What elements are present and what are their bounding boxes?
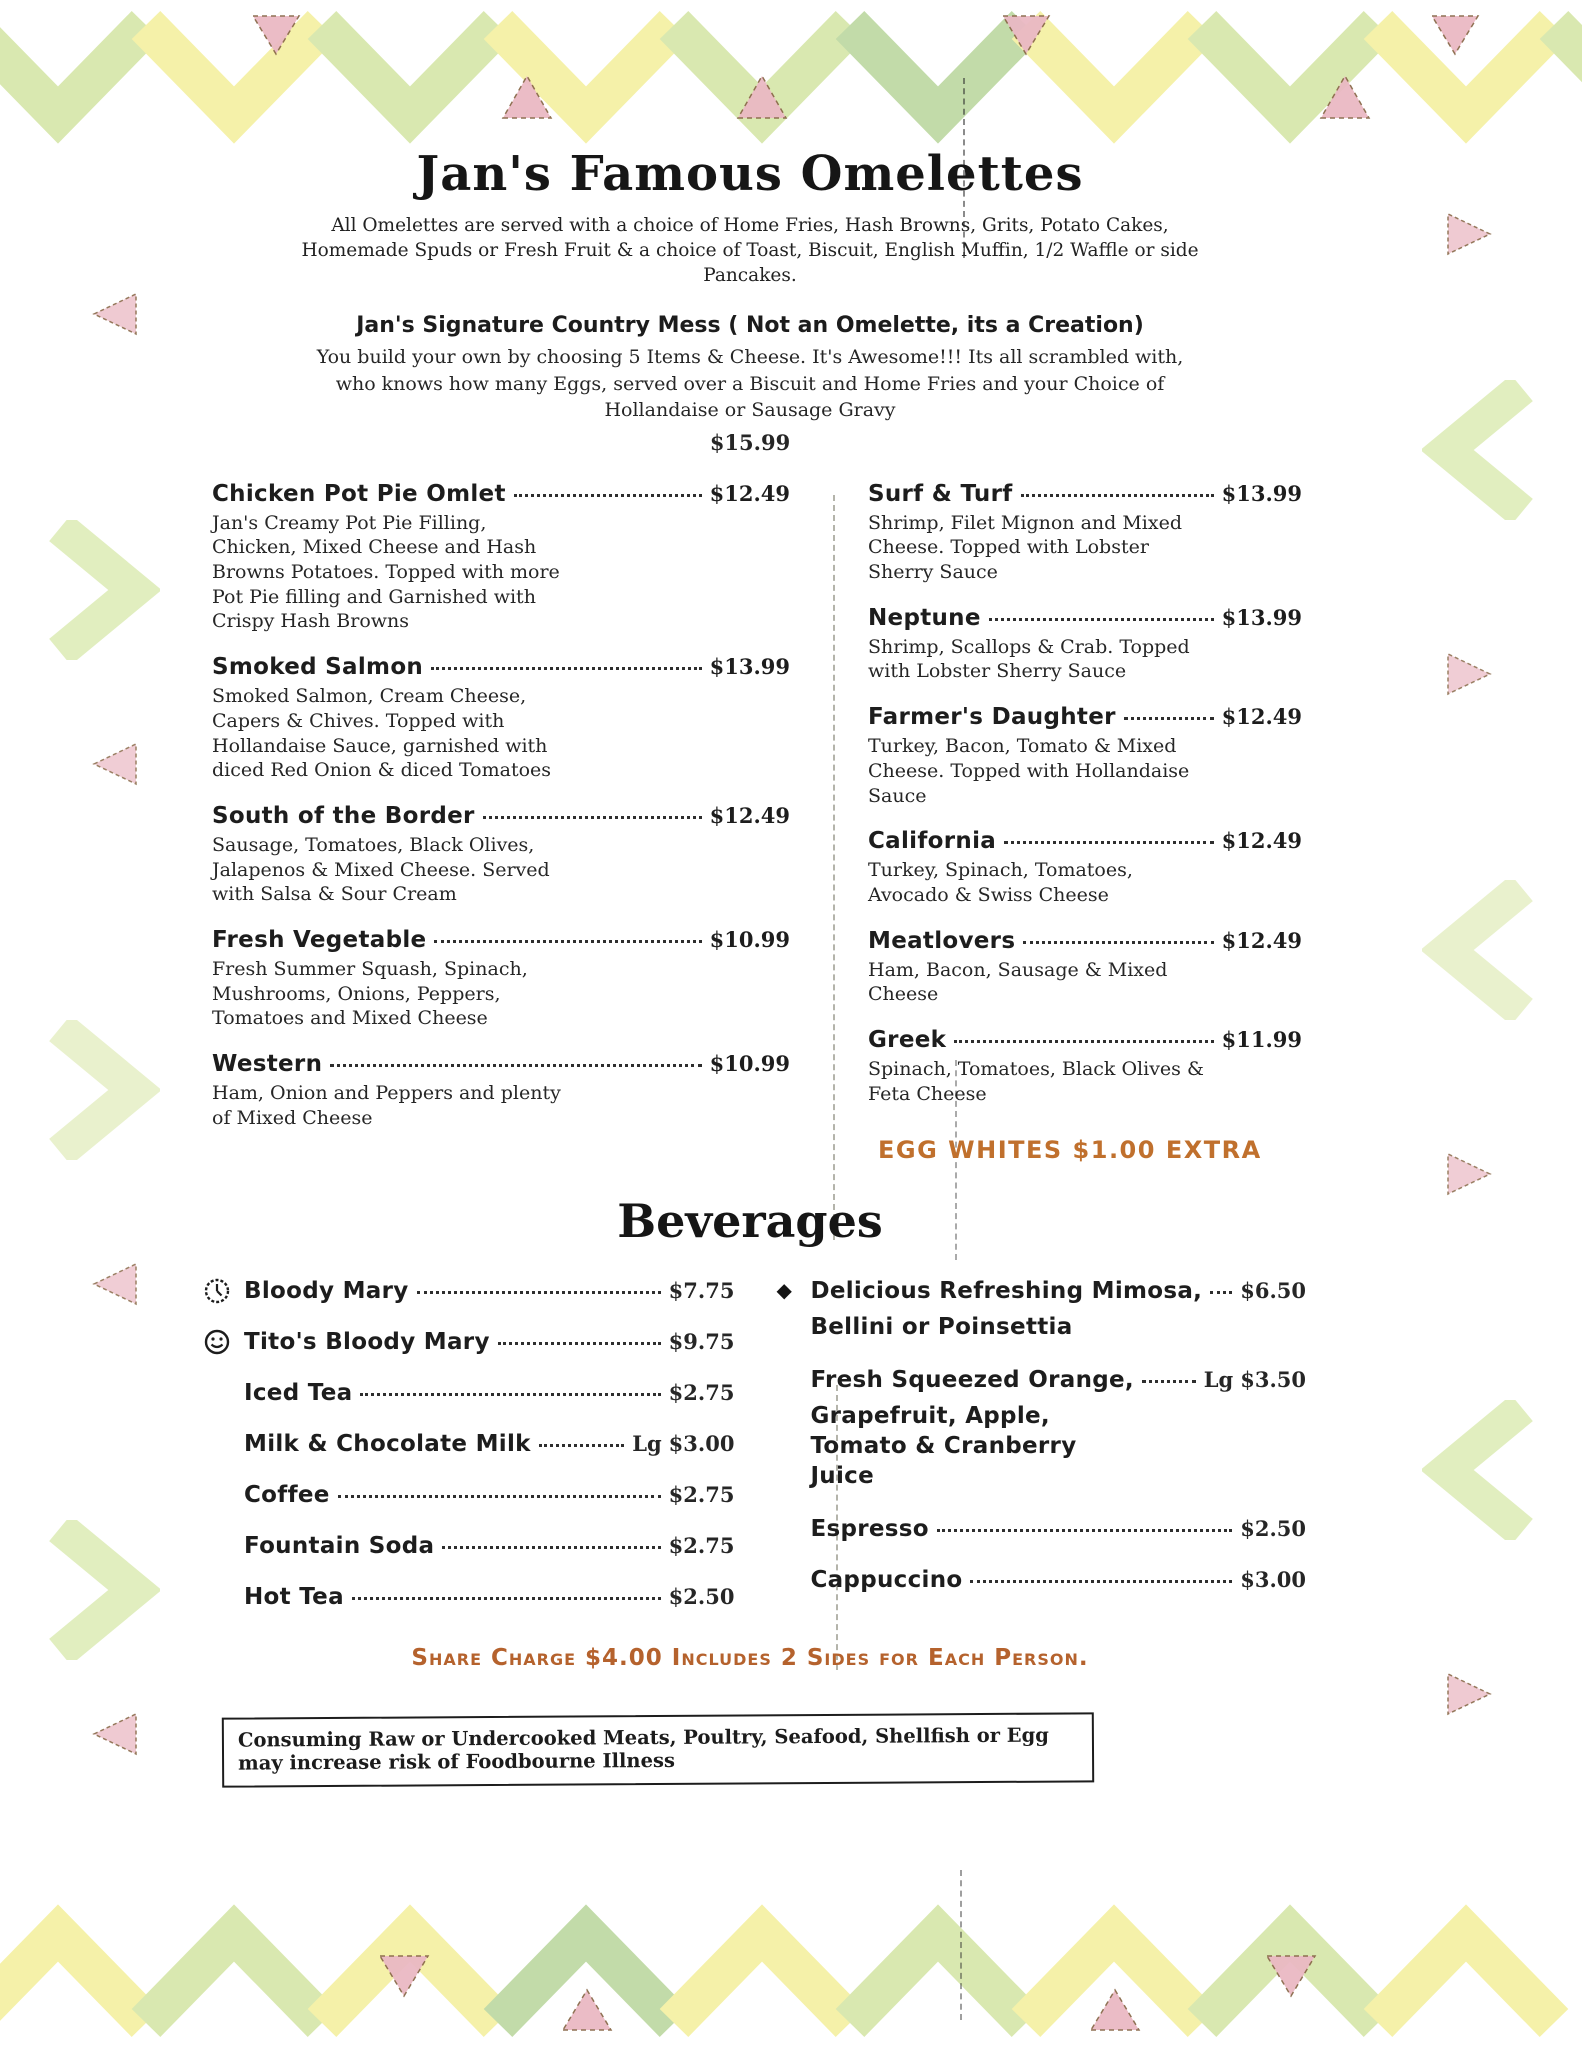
item-name: Bloody Mary bbox=[244, 1278, 409, 1305]
menu-item bbox=[868, 704, 1302, 808]
beverage-item bbox=[204, 1278, 734, 1304]
menu-item bbox=[868, 1027, 1302, 1106]
item-name: California bbox=[868, 828, 997, 855]
beverage-column-left bbox=[180, 1278, 762, 1635]
left-border-chevron bbox=[40, 1520, 160, 1660]
item-price: $11.99 bbox=[1221, 1026, 1302, 1052]
item-name: Iced Tea bbox=[244, 1380, 353, 1407]
beverage-item bbox=[810, 1516, 1306, 1542]
right-border-pink-arrow bbox=[1444, 652, 1494, 696]
item-description: Shrimp, Scallops & Crab. Topped with Lobster Sherry Sauce bbox=[868, 635, 1190, 683]
left-border-pink-arrow bbox=[90, 1262, 140, 1306]
right-border-pink-arrow bbox=[1444, 212, 1494, 256]
item-price: $3.00 bbox=[668, 1431, 735, 1457]
beverage-item bbox=[204, 1533, 734, 1559]
leader-dots bbox=[989, 618, 1214, 621]
item-name: Milk & Chocolate Milk bbox=[244, 1431, 531, 1458]
leader-dots bbox=[1004, 841, 1214, 844]
leader-dots bbox=[431, 667, 702, 670]
leader-dots bbox=[442, 1546, 660, 1549]
item-description: Turkey, Spinach, Tomatoes, Avocado & Swiss Cheese bbox=[868, 859, 1133, 906]
leader-dots bbox=[539, 1444, 624, 1447]
beverage-column-right bbox=[762, 1278, 1320, 1635]
item-price: $13.99 bbox=[709, 654, 790, 680]
item-price: $2.50 bbox=[1240, 1515, 1306, 1541]
item-price: $10.99 bbox=[709, 1051, 790, 1076]
item-price: $13.99 bbox=[1221, 604, 1302, 630]
item-name: Fresh Squeezed Orange, bbox=[810, 1367, 1134, 1394]
item-name: Western bbox=[212, 1051, 323, 1077]
menu-item bbox=[212, 481, 790, 634]
item-description: Spinach, Tomatoes, Black Olives & Feta Cheese bbox=[868, 1057, 1204, 1105]
right-border-pink-arrow bbox=[1444, 1152, 1494, 1196]
left-border-pink-arrow bbox=[90, 742, 140, 786]
beverage-columns bbox=[180, 1278, 1320, 1635]
left-border-chevron bbox=[40, 520, 160, 660]
item-price: $9.75 bbox=[668, 1329, 735, 1355]
item-name: Surf & Turf bbox=[868, 480, 1013, 507]
leader-dots bbox=[360, 1393, 660, 1396]
item-name: Delicious Refreshing Mimosa, bbox=[810, 1278, 1203, 1305]
item-price: $2.50 bbox=[668, 1584, 735, 1610]
leader-dots bbox=[1021, 494, 1214, 497]
item-name-continued: Grapefruit, Apple, Tomato & Cranberry Juice bbox=[810, 1403, 1077, 1489]
menu-content bbox=[180, 146, 1320, 1785]
disclaimer-box: Consuming Raw or Undercooked Meats, Poultry, Seafood, Shellfish or Egg may increase risk of Foodbourne Illness bbox=[222, 1713, 1094, 1788]
menu-item bbox=[868, 481, 1302, 585]
leader-dots bbox=[338, 1495, 661, 1498]
leader-dots bbox=[1023, 941, 1213, 944]
right-border-chevron bbox=[1422, 880, 1542, 1020]
omelette-column-right bbox=[820, 481, 1320, 1165]
item-description: Sausage, Tomatoes, Black Olives, Jalapenos & Mixed Cheese. Served with Salsa & Sour Cream bbox=[212, 833, 550, 906]
leader-dots bbox=[1210, 1291, 1232, 1294]
leader-dots bbox=[498, 1342, 661, 1345]
left-border-chevron bbox=[40, 1020, 160, 1160]
signature-item-description: You build your own by choosing 5 Items & Cheese. It's Awesome!!! Its all scrambled with, who knows how many Eggs, served over a Biscuit and Home Fries and your Choice of Hollandaise or Sausage Gravy bbox=[316, 345, 1184, 422]
item-price: $6.50 bbox=[1240, 1278, 1306, 1304]
beverage-item bbox=[810, 1278, 1306, 1304]
beverage-item bbox=[204, 1482, 734, 1508]
item-name: Espresso bbox=[810, 1515, 929, 1542]
page-title: Jan's Famous Omelettes bbox=[416, 146, 1084, 202]
item-name: Greek bbox=[868, 1026, 947, 1053]
item-price: $2.75 bbox=[668, 1380, 735, 1406]
leader-dots bbox=[330, 1064, 701, 1067]
item-name: Hot Tea bbox=[244, 1584, 344, 1611]
beverage-item bbox=[204, 1380, 734, 1406]
left-border-pink-arrow bbox=[90, 1712, 140, 1756]
beverage-item bbox=[204, 1584, 734, 1610]
item-name: Neptune bbox=[868, 604, 981, 631]
item-description: Turkey, Bacon, Tomato & Mixed Cheese. Topped with Hollandaise Sauce bbox=[868, 735, 1190, 807]
item-name: Farmer's Daughter bbox=[868, 704, 1116, 731]
item-size-label: Lg bbox=[1203, 1367, 1234, 1393]
omelette-column-left bbox=[180, 481, 820, 1165]
share-charge-note: Share Charge $4.00 Includes 2 Sides for Each Person. bbox=[411, 1645, 1089, 1672]
item-description: Shrimp, Filet Mignon and Mixed Cheese. Topped with Lobster Sherry Sauce bbox=[868, 511, 1182, 584]
beverage-item bbox=[810, 1567, 1306, 1593]
item-price: $12.49 bbox=[1221, 927, 1302, 953]
item-name: Coffee bbox=[244, 1482, 330, 1509]
diamond-icon: ◆ bbox=[776, 1278, 792, 1303]
item-price: $3.50 bbox=[1240, 1367, 1306, 1393]
leader-dots bbox=[1142, 1380, 1196, 1383]
menu-item bbox=[868, 828, 1302, 907]
beverage-item bbox=[204, 1329, 734, 1355]
item-name: Fountain Soda bbox=[244, 1533, 435, 1560]
smiley-icon bbox=[204, 1329, 244, 1355]
leader-dots bbox=[1124, 717, 1214, 720]
item-description: Fresh Summer Squash, Spinach, Mushrooms, Onions, Peppers, Tomatoes and Mixed Cheese bbox=[212, 957, 528, 1030]
item-name: South of the Border bbox=[212, 802, 475, 829]
menu-item bbox=[212, 927, 790, 1031]
item-name-continued: Bellini or Poinsettia bbox=[810, 1314, 1073, 1341]
item-price: $3.00 bbox=[1240, 1566, 1306, 1592]
item-price: $7.75 bbox=[668, 1278, 735, 1304]
menu-subtitle: All Omelettes are served with a choice of Home Fries, Hash Browns, Grits, Potato Cakes, Homemade Spuds or Fresh Fruit & a choice of Toast, Biscuit, English Muffin, 1/2 Waffle or side Pancakes. bbox=[301, 215, 1199, 286]
item-description: Ham, Bacon, Sausage & Mixed Cheese bbox=[868, 958, 1168, 1006]
right-border-pink-arrow bbox=[1444, 1672, 1494, 1716]
menu-item bbox=[868, 605, 1302, 684]
right-border-chevron bbox=[1422, 1400, 1542, 1540]
item-price: $10.99 bbox=[709, 926, 790, 952]
item-description: Smoked Salmon, Cream Cheese, Capers & Chives. Topped with Hollandaise Sauce, garnished with diced Red Onion & diced Tomatoes bbox=[212, 685, 552, 782]
leader-dots bbox=[352, 1597, 661, 1600]
menu-item bbox=[212, 654, 790, 783]
signature-item-price: $15.99 bbox=[709, 429, 791, 455]
menu-item bbox=[212, 1051, 790, 1130]
beverages-heading: Beverages bbox=[617, 1194, 883, 1249]
signature-item-title: Jan's Signature Country Mess ( Not an Omelette, its a Creation) bbox=[356, 312, 1144, 338]
item-name: Smoked Salmon bbox=[212, 654, 424, 681]
item-description: Jan's Creamy Pot Pie Filling, Chicken, Mixed Cheese and Hash Browns Potatoes. Topped with more Pot Pie filling and Garnished with Crispy Hash Browns bbox=[212, 511, 560, 633]
left-border-pink-arrow bbox=[90, 292, 140, 336]
egg-whites-note: EGG WHITES $1.00 EXTRA bbox=[878, 1136, 1262, 1165]
item-price: $13.99 bbox=[1221, 480, 1302, 506]
menu-item bbox=[212, 803, 790, 907]
item-price: $12.49 bbox=[709, 802, 790, 828]
leader-dots bbox=[954, 1040, 1213, 1043]
leader-dots bbox=[483, 816, 702, 819]
item-name: Cappuccino bbox=[810, 1566, 963, 1593]
omelette-columns bbox=[180, 481, 1320, 1165]
item-name: Meatlovers bbox=[868, 927, 1016, 954]
scan-fold-line bbox=[960, 1870, 962, 2020]
leader-dots bbox=[937, 1529, 1232, 1532]
item-price: $12.49 bbox=[709, 480, 790, 506]
top-border-pattern bbox=[0, 0, 1582, 150]
right-border-chevron bbox=[1422, 380, 1542, 520]
leader-dots bbox=[514, 494, 702, 497]
leader-dots bbox=[970, 1580, 1232, 1583]
item-price: $2.75 bbox=[668, 1482, 735, 1508]
item-name: Fresh Vegetable bbox=[212, 926, 427, 953]
item-price: $12.49 bbox=[1221, 828, 1302, 854]
item-price: $12.49 bbox=[1221, 704, 1302, 730]
item-size-label: Lg bbox=[632, 1431, 662, 1457]
item-price: $2.75 bbox=[668, 1533, 735, 1559]
item-name: Chicken Pot Pie Omlet bbox=[212, 480, 506, 507]
leader-dots bbox=[434, 940, 701, 943]
leader-dots bbox=[417, 1291, 661, 1294]
beverage-item bbox=[810, 1367, 1306, 1393]
clock-icon bbox=[204, 1278, 244, 1304]
menu-item bbox=[868, 928, 1302, 1007]
item-name: Tito's Bloody Mary bbox=[244, 1329, 490, 1356]
beverage-item bbox=[204, 1431, 734, 1457]
bottom-border-pattern bbox=[0, 1898, 1582, 2048]
item-description: Ham, Onion and Peppers and plenty of Mixed Cheese bbox=[212, 1082, 561, 1129]
